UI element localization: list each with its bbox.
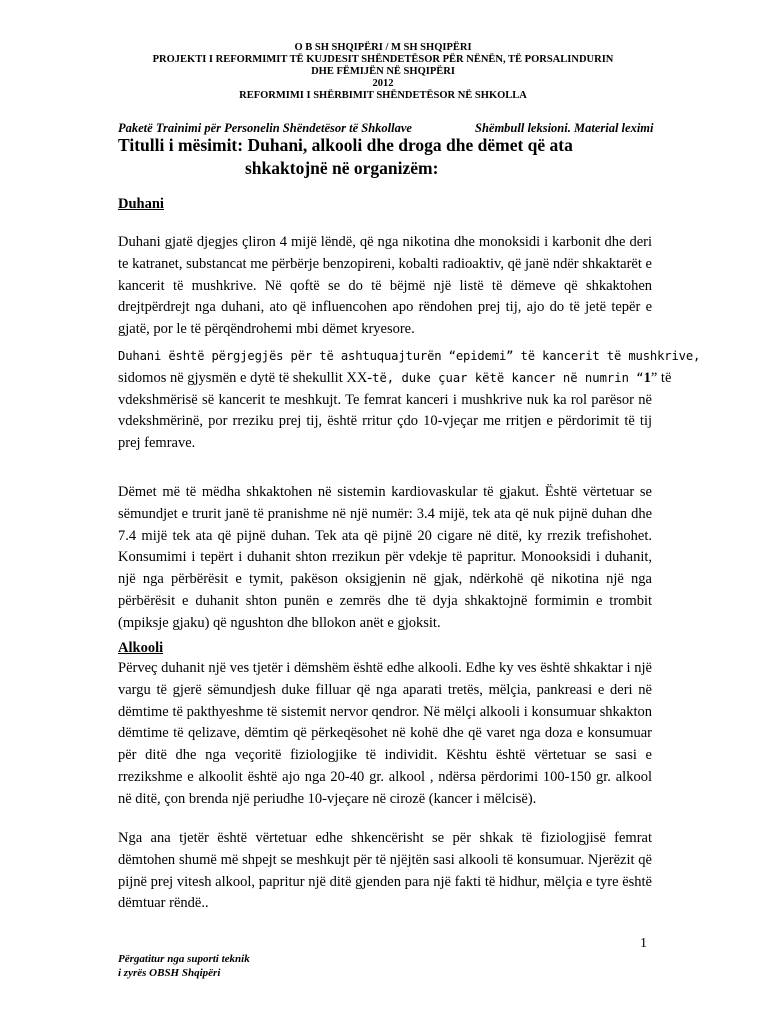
section-heading-duhani: Duhani [118, 196, 164, 212]
header-block [118, 42, 648, 102]
subheader-left: Paketë Trainimi për Personelin Shëndetësor të Shkollave [118, 121, 412, 135]
footer [118, 952, 250, 980]
header-line-3: DHE FËMIJËN NË SHQIPËRI [311, 66, 455, 77]
lesson-title-line-2: shkaktojnë në organizëm: [245, 158, 439, 178]
header-line-4: 2012 [372, 78, 394, 89]
paragraph-duhani-3: Dëmet më të mëdha shkaktohen në sistemin kardiovaskular të gjakut. Është vërtetuar se sëmundjet e trurit janë të pranishme në një numër: 3.4 mijë, tek ata që nuk pijnë duhan dhe 7.4 mijë tek ata që pijnë duhan. Tek ata që pijnë 20 cigare në ditë, ky rrezik trefishohet. Konsumimi i tepërt i duhanit shton rrezikun për vdekje të papritur. Monooksidi i duhanit, një nga përbërësit e tymit, pakëson oksigjenin në gjak, ndërkohë që nikotina një nga përbërësit e duhanit shton punën e zemrës dhe të dyja shkaktojnë formimin e trombit (mpiksje gjaku) që ngushton dhe bllokon anët e gjoksit. [118, 484, 652, 631]
paragraph-duhani-1: Duhani gjatë djegjes çliron 4 mijë lëndë, që nga nikotina dhe monoksidi i karbonit dhe deri te katranet, substancat me përbërje benzopireni, kobalti radioaktiv, që janë ndër shkaktarët e kancerit të mushkrive. Në qoftë se do të bëjmë një listë të dëmeve që shkaktohen drejtpërdrejt nga duhani, ato që influencohen apo rëndohen prej tij, ajo do të jetë tepër e gjatë, por le të përqëndrohemi mbi dëmet kryesore. [118, 234, 652, 338]
p2-line2-part-a: sidomos në gjysmën e dytë të shekullit XX- [118, 369, 373, 386]
page-number: 1 [640, 936, 647, 951]
p2-line3-part-b: së kancerit te meshkujt. Te femrat kanceri i mushkrive nuk ka rol parësor në vdekshmërinë, por rreziku prej tij, është rritur çdo 10-vjeçar me rritjen e përdorimit të tij prej femrave. [118, 391, 652, 452]
header-line-5: REFORMIMI I SHËRBIMIT SHËNDETËSOR NË SHKOLLA [239, 90, 527, 101]
subheader-right: Shëmbull leksioni. Material leximi [475, 121, 654, 135]
p2-line2-part-b: të, duke çuar këtë kancer në numrin “ [372, 370, 644, 385]
footer-line-2: i zyrës OBSH Shqipëri [118, 967, 221, 979]
footer-line-1: Përgatitur nga suporti teknik [118, 953, 250, 965]
section-heading-alkooli: Alkooli [118, 640, 164, 656]
p2-line2-part-c: ” të [650, 369, 672, 386]
header-line-2: PROJEKTI I REFORMIMIT TË KUJDESIT SHËNDETËSOR PËR NËNËN, TË PORSALINDURIN [152, 54, 614, 65]
paragraph-alkooli-1: Përveç duhanit një ves tjetër i dëmshëm është edhe alkooli. Edhe ky ves është shkaktar i një vargu të gjerë sëmundjesh duke filluar që nga aparati tretës, mëlçia, pankreasi e deri në dëmtime të pakthyeshme të sistemit nervor qendror. Në mëlçi alkooli i konsumuar shkakton dëmtime të qelizave, dëmtim që përkeqësohet në kohë dhe që varet nga doza e konsumuar për ditë dhe nga veçoritë fiziologjike të individit. Kështu është vërtetuar se sasi e rrezikshme e alkoolit është ajo nga 20-40 gr. alkool , ndërsa përdorimi 100-150 gr. alkool në ditë, çon brenda një periudhe 10-vjeçare në cirozë (kancer i mëlcisë). [118, 660, 652, 807]
lesson-title-line-1: Titulli i mësimit: Duhani, alkooli dhe droga dhe dëmet që ata [118, 135, 573, 155]
paragraph-duhani-2-line-2 [118, 368, 672, 390]
paragraph-duhani-2 [118, 346, 701, 455]
header-line-1: O B SH SHQIPËRI / M SH SHQIPËRI [294, 42, 472, 53]
paragraph-duhani-2-rest [118, 390, 652, 455]
paragraph-duhani-2-line-1: Duhani është përgjegjës për të ashtuquajturën “epidemi” të kancerit të mushkrive, [118, 349, 701, 363]
paragraph-alkooli-2: Nga ana tjetër është vërtetuar edhe shkencërisht se për shkak të fiziologjisë femrat dëmtohen shumë më shpejt se meshkujt për të njëjtën sasi alkooli të konsumuar. Njerëzit që pijnë prej vitesh alkool, papritur një ditë gjenden para një fakti të hidhur, mëlçia e tyre është dëmtuar rëndë.. [118, 830, 652, 912]
p2-line2-number: 1 [643, 369, 651, 386]
p2-line3-part-a: vdekshmërisë [118, 391, 198, 408]
